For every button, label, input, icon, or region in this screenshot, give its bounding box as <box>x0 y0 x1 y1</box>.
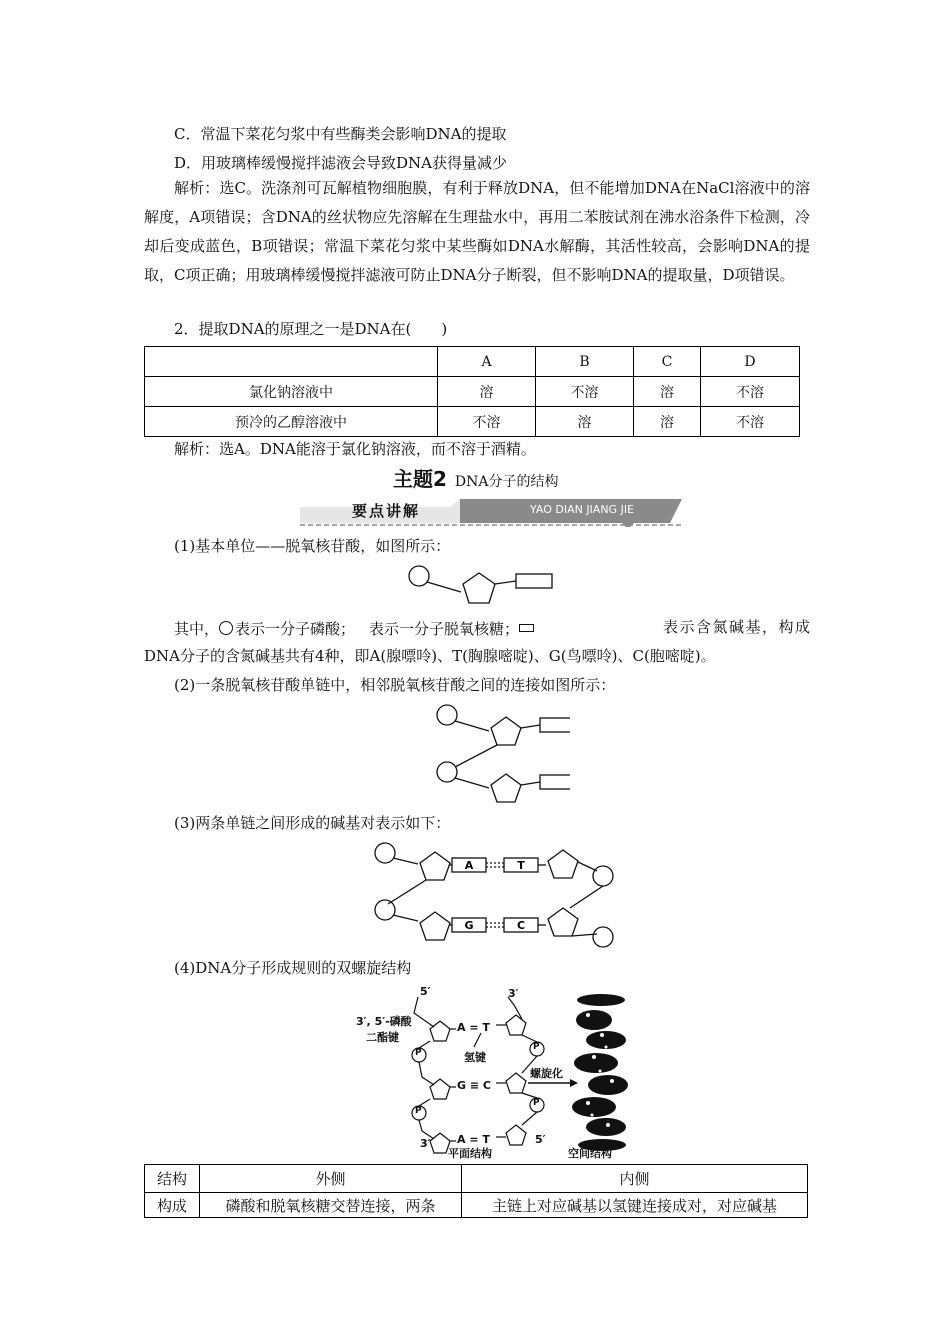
phosphate-p-icon: P <box>533 1042 540 1052</box>
three-prime-top: 3′ <box>508 987 519 1000</box>
spatial-structure-caption: 空间结构 <box>568 1147 612 1160</box>
table-cell: 磷酸和脱氧核糖交替连接，两条 <box>200 1193 462 1218</box>
desc-part-a: 其中， <box>174 620 220 638</box>
nucleotide-diagram <box>406 563 566 609</box>
table-header-cell: 内侧 <box>462 1165 808 1193</box>
five-prime-bottom: 5′ <box>535 1133 546 1146</box>
table-header-cell: 结构 <box>145 1165 200 1193</box>
structure-table <box>144 1164 808 1218</box>
q2-analysis: 解析：选A。DNA能溶于氯化钠溶液，而不溶于酒精。 <box>174 440 536 458</box>
option-d: D．用玻璃棒缓慢搅拌滤液会导致DNA获得量减少 <box>174 154 508 172</box>
base-t-label: T <box>517 859 525 872</box>
double-helix-figure <box>356 985 646 1160</box>
desc-part-c: 表示一分子脱氧核糖； <box>369 620 520 638</box>
bond-label-1: 3′, 5′-磷酸 <box>356 1015 412 1028</box>
table-header-cell: B <box>536 347 634 377</box>
banner-pinyin: YAO DIAN JIANG JIE <box>530 503 635 516</box>
phosphate-p-icon: P <box>533 1098 540 1108</box>
table-cell: 主链上对应碱基以氢键连接成对，对应碱基 <box>462 1193 808 1218</box>
table-cell: 氯化钠溶液中 <box>145 377 438 407</box>
table-cell: 不溶 <box>438 407 536 437</box>
topic-heading <box>393 466 559 495</box>
table-cell: 不溶 <box>701 377 800 407</box>
phosphate-circle <box>409 566 429 586</box>
base-pair-diagram <box>370 838 620 950</box>
table-header-cell: 外侧 <box>200 1165 462 1193</box>
table-cell: 预冷的乙醇溶液中 <box>145 407 438 437</box>
base-g-label: G <box>464 919 474 932</box>
topic-number: 主题2 <box>393 467 447 491</box>
table-cell: 溶 <box>634 407 701 437</box>
pair-2: G ≡ C <box>457 1079 491 1092</box>
table-header-cell: C <box>634 347 701 377</box>
pair-3: A = T <box>457 1133 490 1146</box>
phosphate-p-icon: P <box>415 1106 422 1116</box>
base-c-label: C <box>516 919 526 932</box>
section-banner <box>300 497 682 527</box>
hydrogen-bond-label: 氢键 <box>464 1051 486 1064</box>
table-cell: 溶 <box>634 377 701 407</box>
point-1: (1)基本单位——脱氧核苷酸，如图所示： <box>174 537 451 555</box>
table-cell: 不溶 <box>701 407 800 437</box>
phosphate-p-icon: P <box>415 1048 422 1058</box>
point-4: (4)DNA分子形成规则的双螺旋结构 <box>174 959 412 977</box>
base-a-label: A <box>464 859 474 872</box>
table-cell: 溶 <box>536 407 634 437</box>
solubility-table <box>144 346 800 437</box>
three-prime-bottom: 3′ <box>420 1137 431 1150</box>
flat-structure-caption: 平面结构 <box>448 1147 492 1160</box>
table-cell: 溶 <box>438 377 536 407</box>
spiral-label: 螺旋化 <box>530 1067 563 1080</box>
table-cell: 不溶 <box>536 377 634 407</box>
topic-title: DNA分子的结构 <box>454 474 559 490</box>
point-3: (3)两条单链之间形成的碱基对表示如下： <box>174 814 451 832</box>
sugar-pentagon <box>463 573 495 603</box>
table-header-cell: D <box>701 347 800 377</box>
table-header-cell <box>145 347 438 377</box>
q1-analysis: 解析：选C。洗涤剂可瓦解植物细胞膜，有利于释放DNA，但不能增加DNA在NaCl溶液中的溶解度，A项错误；含DNA的丝状物应先溶解在生理盐水中，再用二苯胺试剂在沸水浴条件下检测，冷却后变成蓝色，B项错误；常温下菜花匀浆中某些酶如DNA水解酶，其活性较高，会影响DNA的提取，C项正确；用玻璃棒缓慢搅拌滤液可防止DNA分子断裂，但不影响DNA的提取量，D项错误。 <box>144 179 810 284</box>
point-2: (2)一条脱氧核苷酸单链中，相邻脱氧核苷酸之间的连接如图所示： <box>174 676 616 694</box>
bond-label-2: 二酯键 <box>366 1031 399 1044</box>
single-strand-diagram <box>430 701 570 811</box>
desc-part-b: 表示一分子磷酸； <box>235 620 356 638</box>
point-1-desc: 表示含氮碱基，构成DNA分子的含氮碱基共有4种，即A(腺嘌呤)、T(胸腺嘧啶)、G(鸟嘌呤)、C(胞嘧啶)。 <box>144 618 810 665</box>
base-rect <box>516 574 552 588</box>
five-prime-top: 5′ <box>420 985 431 998</box>
table-header-cell: A <box>438 347 536 377</box>
table-cell: 构成 <box>145 1193 200 1218</box>
banner-title: 要点讲解 <box>352 502 421 520</box>
q2-stem: 2．提取DNA的原理之一是DNA在( ) <box>174 320 448 338</box>
option-c: C．常温下菜花匀浆中有些酶类会影响DNA的提取 <box>174 125 507 143</box>
pair-1: A = T <box>457 1021 490 1034</box>
